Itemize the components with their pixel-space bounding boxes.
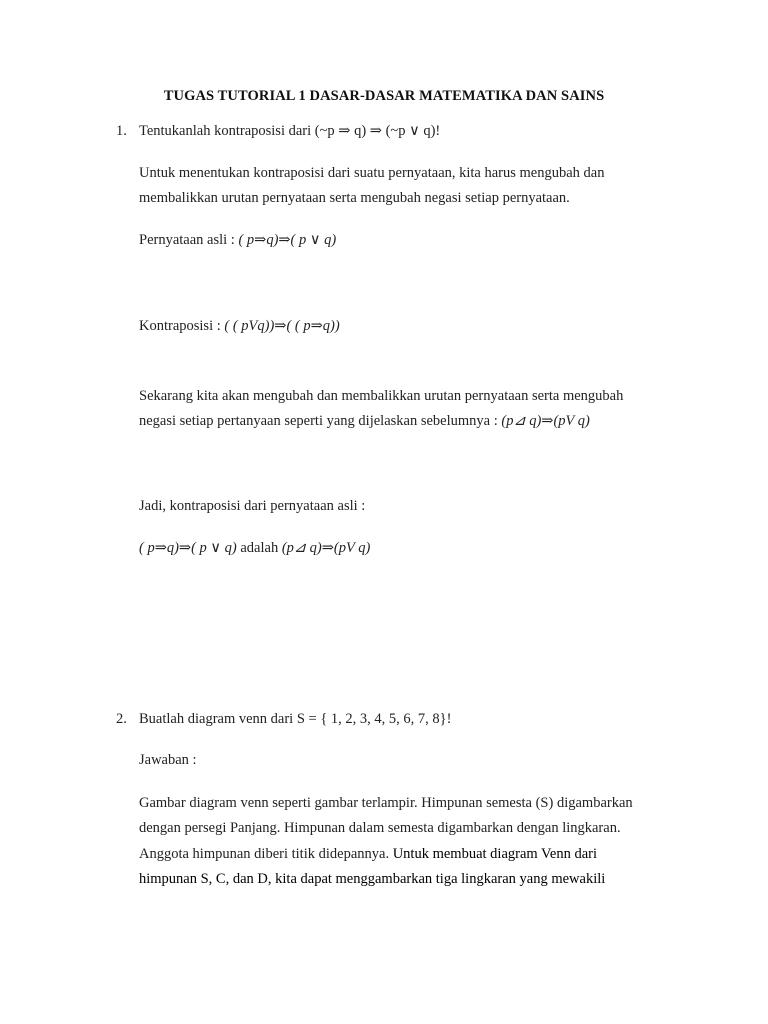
q1-explanation-line-2 [139,413,590,430]
explanation-expression: (p⊿ q)⇒(pV q) [501,413,590,429]
contrapositive-expression: ( ( pVq))⇒( ( p⇒q)) [224,318,340,334]
question-1-number: 1. [116,123,127,139]
q1-explanation-line-1: Sekarang kita akan mengubah dan membalikkan urutan pernyataan serta mengubah [139,388,624,404]
document-title: TUGAS TUTORIAL 1 DASAR-DASAR MATEMATIKA DAN SAINS [163,88,605,104]
q1-original-statement [139,232,336,249]
q1-contrapositive [139,318,340,335]
paragraph-line-3-part-a: Anggota himpunan diberi titik didepannya. [139,846,393,862]
q2-paragraph-line-1: Gambar diagram venn seperti gambar terlampir. Himpunan semesta (S) digambarkan [139,795,633,811]
q2-answer-label: Jawaban : [139,752,197,768]
q2-paragraph-line-2: dengan persegi Panjang. Himpunan dalam semesta digambarkan dengan lingkaran. [139,820,621,836]
conclusion-connector: adalah [236,540,282,556]
paragraph-line-3-part-b: Untuk membuat diagram Venn dari [392,846,597,862]
q1-conclusion [139,540,370,557]
conclusion-expression-a: ( p⇒q)⇒( p ∨ q) [139,540,237,556]
q1-conclusion-label: Jadi, kontraposisi dari pernyataan asli : [139,498,366,514]
q1-intro-line-1: Untuk menentukan kontraposisi dari suatu pernyataan, kita harus mengubah dan [139,165,605,181]
q2-paragraph-line-3 [139,846,597,863]
conclusion-expression-b: (p⊿ q)⇒(pV q) [281,540,371,556]
original-expression: ( p⇒q)⇒( p ∨ q) [238,232,337,248]
contrapositive-label: Kontraposisi : [139,318,225,334]
original-label: Pernyataan asli : [139,232,239,248]
q1-intro-line-2: membalikkan urutan pernyataan serta mengubah negasi setiap pernyataan. [139,190,570,206]
q2-paragraph-line-4: himpunan S, C, dan D, kita dapat menggambarkan tiga lingkaran yang mewakili [139,871,606,887]
question-1-text: Tentukanlah kontraposisi dari (~p ⇒ q) ⇒ (~p ∨ q)! [139,123,441,139]
question-2-number: 2. [116,711,127,727]
question-2-text: Buatlah diagram venn dari S = { 1, 2, 3, 4, 5, 6, 7, 8}! [139,711,452,727]
explanation-text: negasi setiap pertanyaan seperti yang dijelaskan sebelumnya : [139,413,502,429]
